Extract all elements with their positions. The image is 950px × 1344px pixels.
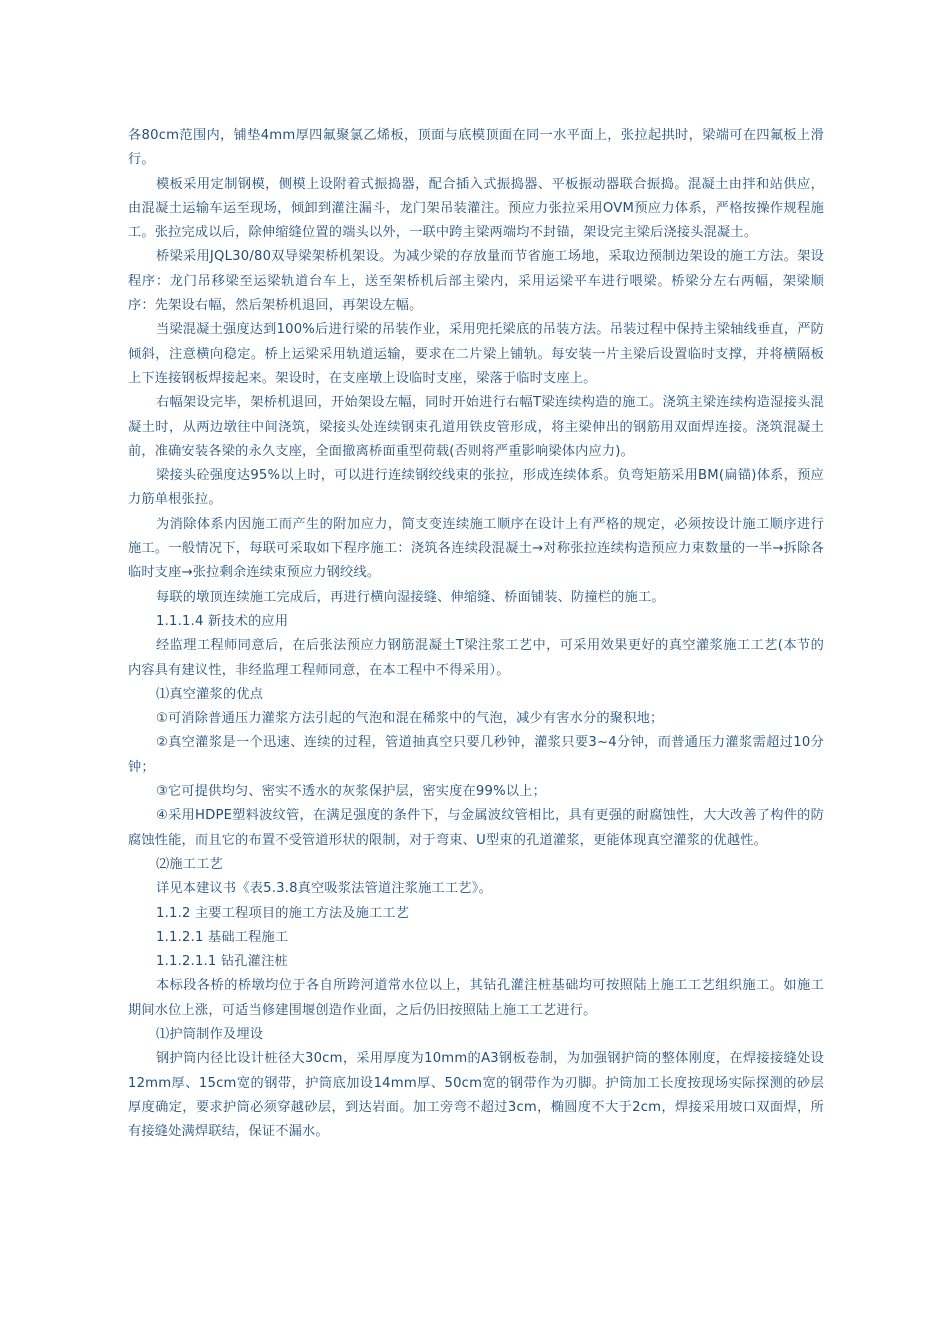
section-heading: 1.1.2.1 基础工程施工 (156, 929, 289, 945)
subsection-heading: ⑴护筒制作及埋设 (156, 1026, 264, 1042)
list-item: ③它可提供均匀、密实不透水的灰浆保护层，密实度在99%以上； (156, 784, 547, 800)
list-item: ①可消除普通压力灌浆方法引起的气泡和混在稀浆中的气泡，减少有害水分的聚积地； (156, 711, 664, 727)
body-paragraph: 经监理工程师同意后，在后张法预应力钢筋混凝土T梁注浆工艺中，可采用效果更好的真空灌浆施工工艺(本节的内容具有建议性，非经监理工程师同意，在本工程中不得采用）。 (128, 638, 824, 678)
body-paragraph: 钢护筒内径比设计桩径大30cm，采用厚度为10mm的A3钢板卷制，为加强钢护筒的整体刚度，在焊接接缝处设12mm厚、15cm宽的钢带，护筒底加设14mm厚、50cm宽的钢带作为刃脚。护筒加工长度按现场实际探测的砂层厚度确定，要求护筒必须穿越砂层，到达岩面。加工旁弯不超过3cm，椭圆度不大于2cm，焊接采用坡口双面焊，所有接缝处满焊联结，保证不漏水。 (128, 1051, 824, 1140)
list-item: ④采用HDPE塑料波纹管，在满足强度的条件下，与金属波纹管相比，具有更强的耐腐蚀性，大大改善了构件的防腐蚀性能，而且它的布置不受管道形状的限制，对于弯束、U型束的孔道灌浆，更能体现真空灌浆的优越性。 (128, 808, 824, 848)
section-heading: 1.1.2.1.1 钻孔灌注桩 (156, 954, 288, 970)
document-page (128, 124, 824, 1144)
body-paragraph: 各80cm范围内，铺垫4mm厚四氟聚氯乙烯板，顶面与底模顶面在同一水平面上，张拉起拱时，梁端可在四氟板上滑行。 (128, 128, 824, 168)
subsection-heading: ⑴真空灌浆的优点 (156, 686, 264, 702)
body-paragraph: 详见本建议书《表5.3.8真空吸浆法管道注浆施工工艺》。 (156, 881, 492, 897)
list-item: ②真空灌浆是一个迅速、连续的过程，管道抽真空只要几秒钟，灌浆只要3~4分钟，而普通压力灌浆需超过10分钟； (128, 735, 824, 775)
body-paragraph: 梁接头砼强度达95%以上时，可以进行连续钢绞线束的张拉，形成连续体系。负弯矩筋采用BM(扁锚)体系，预应力筋单根张拉。 (128, 468, 824, 508)
subsection-heading: ⑵施工工艺 (156, 856, 223, 872)
body-paragraph: 桥梁采用JQL30/80双导梁架桥机架设。为减少梁的存放量而节省施工场地，采取边预制边架设的施工方法。架设程序：龙门吊移梁至运梁轨道台车上，送至架桥机后部主梁内，采用运梁平车进行喂梁。桥梁分左右两幅，架梁顺序：先架设右幅，然后架桥机退回，再架设左幅。 (128, 249, 824, 314)
section-heading: 1.1.1.4 新技术的应用 (156, 613, 289, 629)
body-paragraph: 模板采用定制钢模，侧模上设附着式振捣器，配合插入式振捣器、平板振动器联合振捣。混凝土由拌和站供应，由混凝土运输车运至现场，倾卸到灌注漏斗，龙门架吊装灌注。预应力张拉采用OVM预应力体系，严格按操作规程施工。张拉完成以后，除伸缩缝位置的端头以外，一联中跨主梁两端均不封锚，架设完主梁后浇接头混凝土。 (128, 176, 824, 241)
body-paragraph: 本标段各桥的桥墩均位于各自所跨河道常水位以上，其钻孔灌注桩基础均可按照陆上施工工艺组织施工。如施工期间水位上涨，可适当修建围堰创造作业面，之后仍旧按照陆上施工工艺进行。 (128, 978, 824, 1018)
body-paragraph: 右幅架设完毕，架桥机退回，开始架设左幅，同时开始进行右幅T梁连续构造的施工。浇筑主梁连续构造湿接头混凝土时，从两边墩往中间浇筑，梁接头处连续钢束孔道用铁皮管形成，将主梁伸出的钢筋用双面焊连接。浇筑混凝土前，准确安装各梁的永久支座，全面撤离桥面重型荷载(否则将严重影响梁体内应力)。 (128, 395, 824, 459)
body-paragraph: 为消除体系内因施工而产生的附加应力，简支变连续施工顺序在设计上有严格的规定，必须按设计施工顺序进行施工。一般情况下，每联可采取如下程序施工：浇筑各连续段混凝土→对称张拉连续构造预应力束数量的一半→拆除各临时支座→张拉剩余连续束预应力钢绞线。 (128, 516, 824, 581)
body-paragraph: 每联的墩顶连续施工完成后，再进行横向湿接缝、伸缩缝、桥面铺装、防撞栏的施工。 (156, 589, 665, 605)
section-heading: 1.1.2 主要工程项目的施工方法及施工工艺 (156, 905, 410, 921)
body-paragraph: 当梁混凝土强度达到100%后进行梁的吊装作业，采用兜托梁底的吊装方法。吊装过程中保持主梁轴线垂直，严防倾斜，注意横向稳定。桥上运梁采用轨道运输，要求在二片梁上铺轨。每安装一片主梁后设置临时支撑，并将横隔板上下连接钢板焊接起来。架设时，在支座墩上设临时支座，梁落于临时支座上。 (128, 322, 824, 386)
